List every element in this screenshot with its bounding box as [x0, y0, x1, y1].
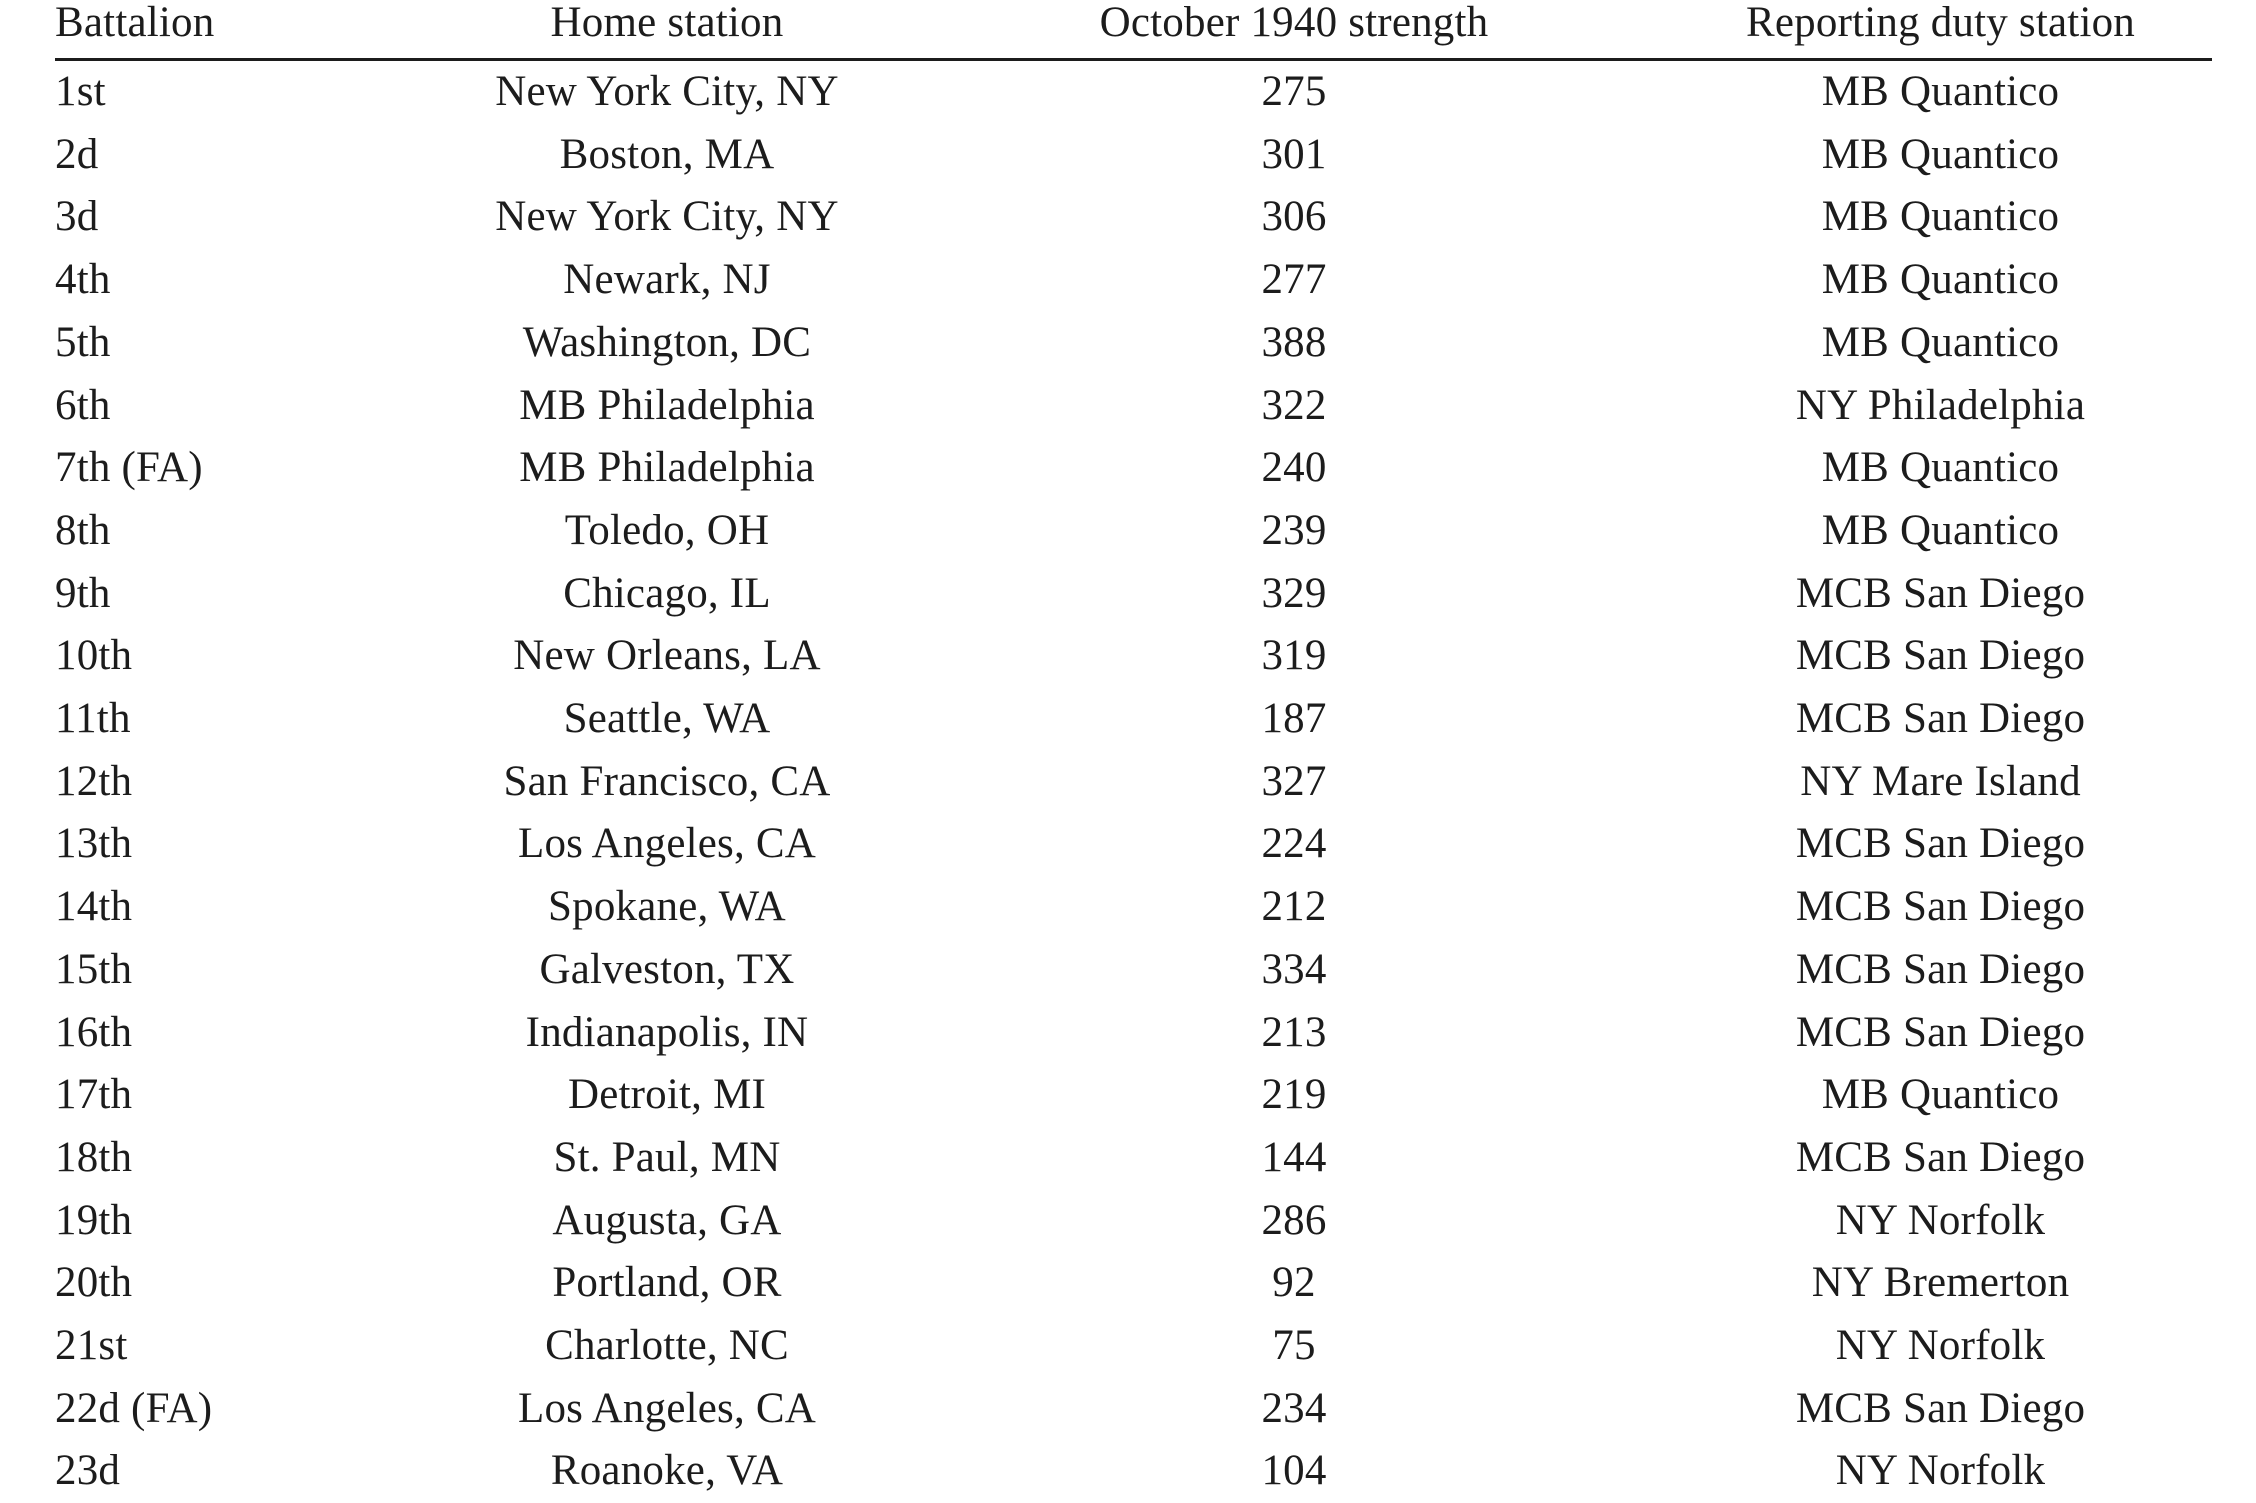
cell-home-station: Indianapolis, IN [415, 1002, 919, 1065]
cell-battalion: 9th [55, 563, 415, 626]
cell-strength: 144 [919, 1127, 1669, 1190]
table-row [55, 375, 2212, 438]
cell-battalion: 15th [55, 939, 415, 1002]
header-duty-station: Reporting duty station [1669, 0, 2212, 60]
cell-duty-station: MB Quantico [1669, 1064, 2212, 1127]
cell-duty-station: MB Quantico [1669, 186, 2212, 249]
cell-strength: 306 [919, 186, 1669, 249]
cell-strength: 219 [919, 1064, 1669, 1127]
cell-home-station: Los Angeles, CA [415, 813, 919, 876]
cell-duty-station: MCB San Diego [1669, 1127, 2212, 1190]
cell-duty-station: NY Mare Island [1669, 751, 2212, 814]
cell-strength: 301 [919, 124, 1669, 187]
battalion-table-container [55, 0, 2212, 1503]
cell-battalion: 16th [55, 1002, 415, 1065]
table-row [55, 1064, 2212, 1127]
cell-home-station: Galveston, TX [415, 939, 919, 1002]
header-battalion: Battalion [55, 0, 415, 60]
cell-strength: 275 [919, 60, 1669, 124]
cell-home-station: Roanoke, VA [415, 1440, 919, 1503]
cell-battalion: 5th [55, 312, 415, 375]
table-row [55, 124, 2212, 187]
cell-strength: 277 [919, 249, 1669, 312]
table-row [55, 1252, 2212, 1315]
cell-battalion: 12th [55, 751, 415, 814]
cell-duty-station: MCB San Diego [1669, 813, 2212, 876]
table-row [55, 312, 2212, 375]
table-row [55, 437, 2212, 500]
cell-duty-station: MB Quantico [1669, 437, 2212, 500]
cell-strength: 92 [919, 1252, 1669, 1315]
cell-duty-station: MCB San Diego [1669, 688, 2212, 751]
cell-strength: 286 [919, 1190, 1669, 1253]
cell-battalion: 23d [55, 1440, 415, 1503]
cell-battalion: 8th [55, 500, 415, 563]
cell-home-station: Washington, DC [415, 312, 919, 375]
table-row [55, 1190, 2212, 1253]
table-row [55, 186, 2212, 249]
cell-battalion: 11th [55, 688, 415, 751]
cell-duty-station: NY Norfolk [1669, 1440, 2212, 1503]
cell-duty-station: MB Quantico [1669, 312, 2212, 375]
table-row [55, 625, 2212, 688]
cell-home-station: San Francisco, CA [415, 751, 919, 814]
cell-duty-station: MCB San Diego [1669, 1378, 2212, 1441]
cell-strength: 212 [919, 876, 1669, 939]
header-home-station: Home station [415, 0, 919, 60]
table-header [55, 0, 2212, 60]
cell-strength: 234 [919, 1378, 1669, 1441]
cell-duty-station: MB Quantico [1669, 500, 2212, 563]
table-row [55, 60, 2212, 124]
cell-duty-station: MCB San Diego [1669, 625, 2212, 688]
cell-battalion: 22d (FA) [55, 1378, 415, 1441]
cell-home-station: Charlotte, NC [415, 1315, 919, 1378]
cell-duty-station: NY Norfolk [1669, 1315, 2212, 1378]
cell-duty-station: MB Quantico [1669, 249, 2212, 312]
cell-home-station: New Orleans, LA [415, 625, 919, 688]
cell-home-station: Portland, OR [415, 1252, 919, 1315]
cell-battalion: 17th [55, 1064, 415, 1127]
cell-battalion: 20th [55, 1252, 415, 1315]
cell-home-station: Newark, NJ [415, 249, 919, 312]
cell-home-station: MB Philadelphia [415, 375, 919, 438]
cell-strength: 327 [919, 751, 1669, 814]
table-row [55, 813, 2212, 876]
cell-duty-station: MCB San Diego [1669, 939, 2212, 1002]
table-row [55, 1440, 2212, 1503]
table-row [55, 1002, 2212, 1065]
cell-duty-station: NY Bremerton [1669, 1252, 2212, 1315]
table-row [55, 876, 2212, 939]
table-row [55, 563, 2212, 626]
cell-battalion: 13th [55, 813, 415, 876]
cell-home-station: Chicago, IL [415, 563, 919, 626]
table-row [55, 1315, 2212, 1378]
cell-home-station: Toledo, OH [415, 500, 919, 563]
cell-duty-station: MB Quantico [1669, 60, 2212, 124]
cell-duty-station: MB Quantico [1669, 124, 2212, 187]
cell-home-station: Augusta, GA [415, 1190, 919, 1253]
cell-battalion: 14th [55, 876, 415, 939]
cell-home-station: MB Philadelphia [415, 437, 919, 500]
cell-battalion: 2d [55, 124, 415, 187]
cell-strength: 104 [919, 1440, 1669, 1503]
battalion-table [55, 0, 2212, 1503]
cell-battalion: 10th [55, 625, 415, 688]
cell-strength: 75 [919, 1315, 1669, 1378]
cell-home-station: Seattle, WA [415, 688, 919, 751]
cell-battalion: 1st [55, 60, 415, 124]
table-row [55, 500, 2212, 563]
cell-battalion: 4th [55, 249, 415, 312]
header-strength: October 1940 strength [919, 0, 1669, 60]
cell-strength: 239 [919, 500, 1669, 563]
cell-duty-station: MCB San Diego [1669, 1002, 2212, 1065]
cell-strength: 213 [919, 1002, 1669, 1065]
cell-battalion: 3d [55, 186, 415, 249]
cell-battalion: 21st [55, 1315, 415, 1378]
cell-strength: 322 [919, 375, 1669, 438]
table-row [55, 249, 2212, 312]
cell-home-station: New York City, NY [415, 186, 919, 249]
cell-home-station: St. Paul, MN [415, 1127, 919, 1190]
cell-battalion: 19th [55, 1190, 415, 1253]
cell-home-station: Detroit, MI [415, 1064, 919, 1127]
cell-battalion: 6th [55, 375, 415, 438]
cell-strength: 240 [919, 437, 1669, 500]
table-row [55, 939, 2212, 1002]
cell-duty-station: NY Philadelphia [1669, 375, 2212, 438]
table-row [55, 688, 2212, 751]
cell-duty-station: MCB San Diego [1669, 563, 2212, 626]
header-row [55, 0, 2212, 60]
cell-duty-station: NY Norfolk [1669, 1190, 2212, 1253]
cell-home-station: Spokane, WA [415, 876, 919, 939]
cell-strength: 224 [919, 813, 1669, 876]
cell-battalion: 18th [55, 1127, 415, 1190]
cell-strength: 319 [919, 625, 1669, 688]
table-body [55, 60, 2212, 1503]
cell-duty-station: MCB San Diego [1669, 876, 2212, 939]
cell-strength: 334 [919, 939, 1669, 1002]
table-row [55, 1127, 2212, 1190]
cell-home-station: Los Angeles, CA [415, 1378, 919, 1441]
table-row [55, 1378, 2212, 1441]
cell-strength: 329 [919, 563, 1669, 626]
cell-home-station: Boston, MA [415, 124, 919, 187]
cell-battalion: 7th (FA) [55, 437, 415, 500]
table-row [55, 751, 2212, 814]
cell-home-station: New York City, NY [415, 60, 919, 124]
cell-strength: 388 [919, 312, 1669, 375]
cell-strength: 187 [919, 688, 1669, 751]
